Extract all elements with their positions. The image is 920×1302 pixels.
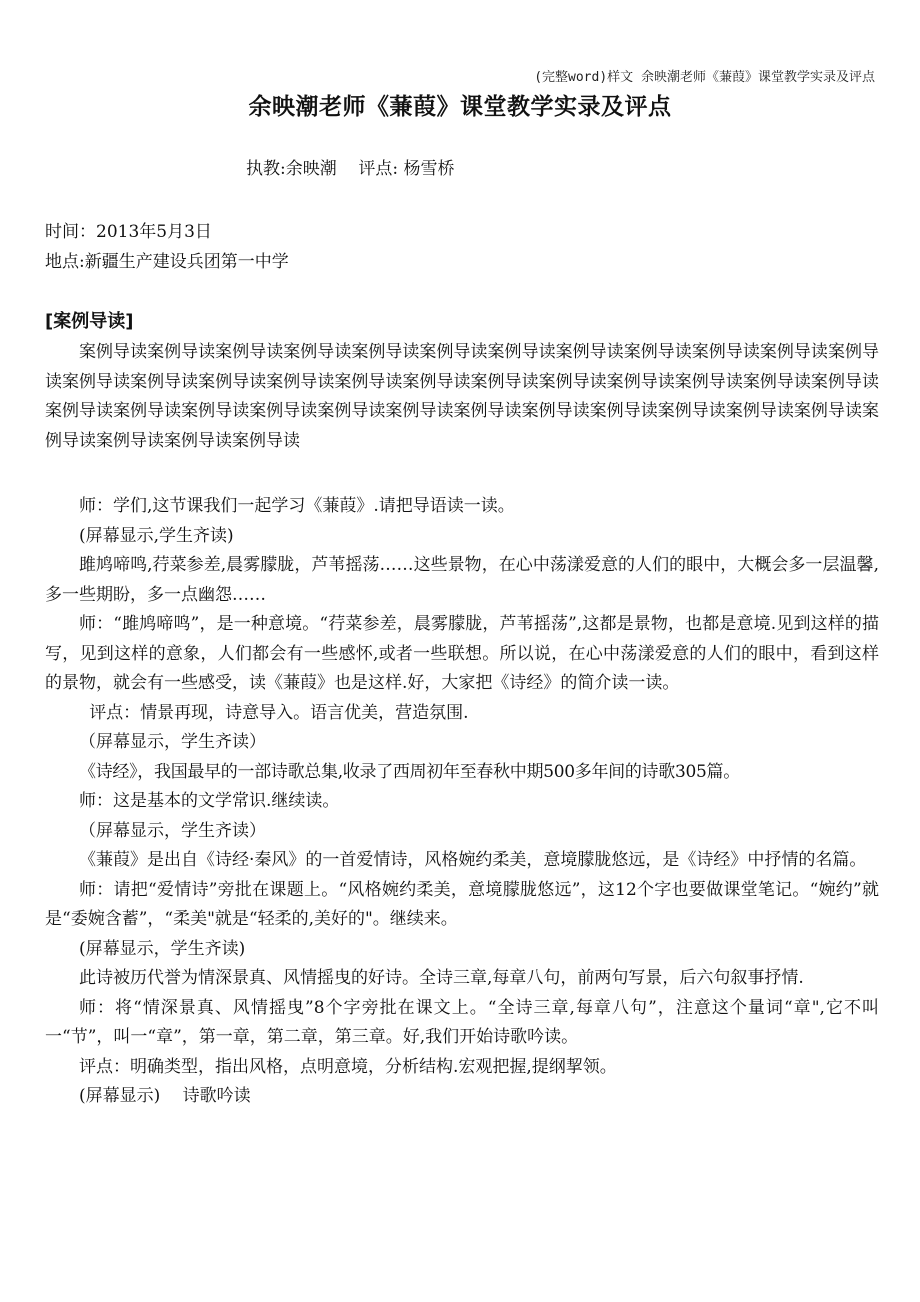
- teacher-line: 师：“雎鸠啼鸣”，是一种意境。“荇菜参差，晨雾朦胧，芦苇摇荡”,这都是景物，也都是意境.见到这样的描写，见到这样的意象，人们都会有一些感怀,或者一些联想。所以说，在心中荡漾爱意的人们的眼中，看到这样的景物，就会有一些感受，读《蒹葭》也是这样.好，大家把《诗经》的简介读一读。: [45, 614, 879, 693]
- teacher-line: 师：将“情深景真、风情摇曳”8个字旁批在课文上。“全诗三章,每章八句”，注意这个量词“章",它不叫一“节”，叫一“章”，第一章，第二章，第三章。好,我们开始诗歌吟读。: [45, 997, 879, 1047]
- running-header: (完整word)样文 余映潮老师《蒹葭》课堂教学实录及评点: [534, 70, 875, 85]
- section-heading: [案例导读]: [45, 311, 134, 332]
- reading-text: 《蒹葭》是出自《诗经·秦风》的一首爱情诗，风格婉约柔美，意境朦胧悠远，是《诗经》中抒情的名篇。: [79, 850, 867, 870]
- byline: 执教:余映潮 评点: 杨雪桥: [246, 159, 455, 179]
- screen-note: (屏幕显示) 诗歌吟读: [79, 1086, 251, 1106]
- document-title: 余映潮老师《蒹葭》课堂教学实录及评点: [248, 94, 672, 120]
- intro-paragraph: 案例导读案例导读案例导读案例导读案例导读案例导读案例导读案例导读案例导读案例导读案例导读案例导读案例导读案例导读案例导读案例导读案例导读案例导读案例导读案例导读案例导读案例导读案例导读案例导读案例导读案例导读案例导读案例导读案例导读案例导读案例导读案例导读案例导读案例导读案例导读案例导读案例导读案例导读案例导读案例导读: [45, 342, 879, 451]
- place-line: 地点:新疆生产建设兵团第一中学: [45, 252, 289, 272]
- screen-note: (屏幕显示，学生齐读): [79, 938, 246, 959]
- reading-text: 此诗被历代誉为情深景真、风情摇曳的好诗。全诗三章,每章八句，前两句写景，后六句叙事抒情.: [79, 968, 804, 988]
- teacher-line: 师：学们,这节课我们一起学习《蒹葭》.请把导语读一读。: [79, 496, 515, 516]
- time-line: 时间：2013年5月3日: [45, 222, 212, 242]
- reading-text: 雎鸠啼鸣,荇菜参差,晨雾朦胧，芦苇摇荡……这些景物，在心中荡漾爱意的人们的眼中，大概会多一层温馨,多一些期盼，多一点幽怨……: [45, 555, 879, 605]
- comment-line: 评点：明确类型，指出风格，点明意境，分析结构.宏观把握,提纲挈领。: [79, 1056, 617, 1077]
- comment-line: 评点：情景再现，诗意导入。语言优美，营造氛围.: [89, 702, 469, 723]
- paragraph-gap: [45, 456, 879, 486]
- document-body: [45, 338, 879, 1112]
- teacher-line: 师：这是基本的文学常识.继续读。: [79, 791, 340, 811]
- screen-note: （屏幕显示，学生齐读）: [79, 732, 266, 752]
- teacher-line: 师：请把“爱情诗”旁批在课题上。“风格婉约柔美，意境朦胧悠远”，这12个字也要做课堂笔记。“婉约”就是“委婉含蓄”，“柔美"就是“轻柔的,美好的"。继续来。: [45, 879, 879, 929]
- reading-text: 《诗经》，我国最早的一部诗歌总集,收录了西周初年至春秋中期500多年间的诗歌305篇。: [79, 761, 740, 782]
- screen-note: （屏幕显示，学生齐读）: [79, 820, 266, 841]
- screen-note: (屏幕显示,学生齐读): [79, 525, 234, 546]
